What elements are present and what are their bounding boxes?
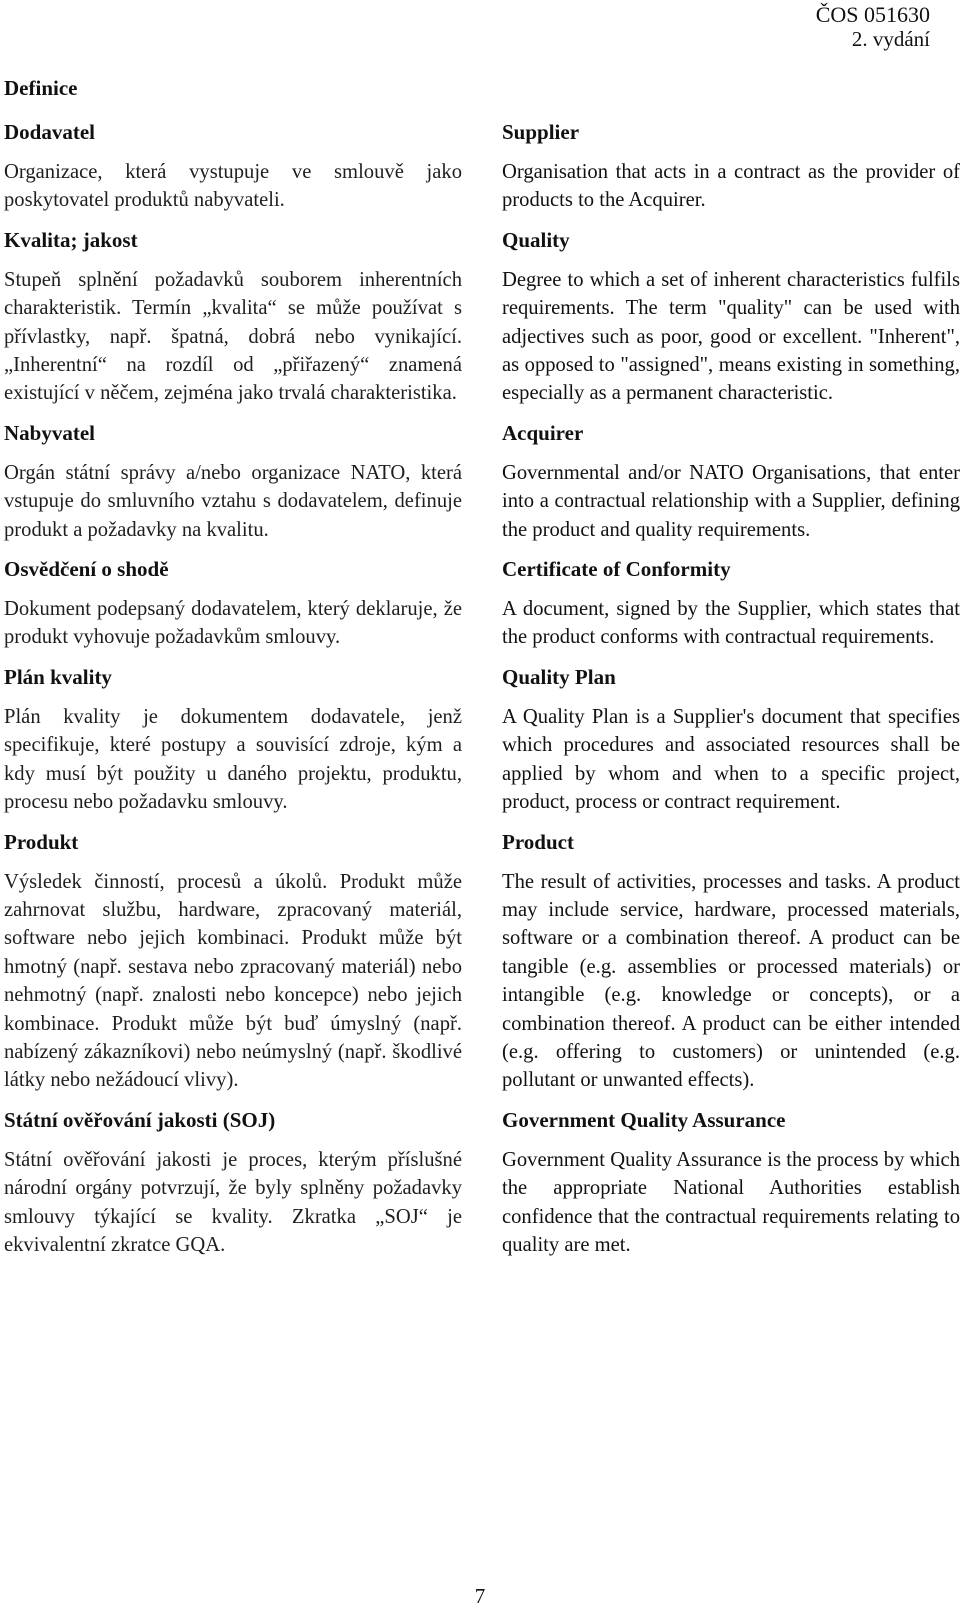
term-title: Osvědčení o shodě [4,557,169,582]
edition-label: 2. vydání [851,27,930,51]
term-definition: The result of activities, processes and tasks. A product may include service, hardware, processed materials, software or a combination thereof. A product can be tangible (e.g. assemblies or processed materials) or intangible (e.g. knowledge or concepts), or a combination thereof. A product can be either intended (e.g. offering to customers) or unintended (e.g. pollutant or unwanted effects). [502,870,960,1092]
term-title: Produkt [4,829,79,854]
term-title: Product [502,829,574,854]
english-column [502,118,960,1270]
term-definition: A document, signed by the Supplier, which states that the product conforms with contractual requirements. [502,598,960,649]
term-title: Certificate of Conformity [502,557,731,582]
section-title: Definice [4,76,78,100]
term-definition: Dokument podepsaný dodavatelem, který deklaruje, že produkt vyhovuje požadavkům smlouvy. [4,598,462,649]
term-definition: Governmental and/or NATO Organisations, that enter into a contractual relationship with a Supplier, defining the product and quality requirements. [502,461,960,541]
term-definition: Plán kvality je dokumentem dodavatele, jenž specifikuje, které postupy a souvisící zdroje, kým a kdy musí být použity u daného projektu, produktu, procesu nebo požadavku smlouvy. [4,705,462,814]
term-title: Quality [502,227,570,252]
term-definition: Orgán státní správy a/nebo organizace NATO, která vstupuje do smluvního vztahu s dodavatelem, definuje produkt a požadavky na kvalitu. [4,461,462,541]
standard-code: ČOS 051630 [815,2,930,27]
term-title: Nabyvatel [4,420,95,445]
term-title: Plán kvality [4,664,112,689]
czech-column [4,118,462,1270]
term-definition: Organizace, která vystupuje ve smlouvě jako poskytovatel produktů nabyvateli. [4,161,462,212]
term-definition: Výsledek činností, procesů a úkolů. Produkt může zahrnovat službu, hardware, zpracovaný materiál, software nebo jejich kombinaci. Produkt může být hmotný (např. sestava nebo zpracovaný materiál) nebo nehmotný (např. znalosti nebo koncepce) nebo jejich kombinace. Produkt může být buď úmyslný (např. nabízený zákazníkovi) nebo neúmyslný (např. škodlivé látky nebo nežádoucí vlivy). [4,870,462,1092]
term-title: Kvalita; jakost [4,227,138,252]
term-definition: Organisation that acts in a contract as the provider of products to the Acquirer. [502,161,960,212]
term-definition: Stupeň splnění požadavků souborem inherentních charakteristik. Termín „kvalita“ se může používat s přívlastky, např. špatná, dobrá nebo vynikající. „Inherentní“ na rozdíl od „přiřazený“ znamená existující v něčem, zejména jako trvalá charakteristika. [4,268,462,405]
term-definition: Degree to which a set of inherent characteristics fulfils requirements. The term "quality" can be used with adjectives such as poor, good or excellent. "Inherent", as opposed to "assigned", means existing in something, especially as a permanent characteristic. [502,268,960,405]
term-title: Acquirer [502,420,584,445]
term-definition: Government Quality Assurance is the process by which the appropriate National Authorities establish confidence that the contractual requirements relating to quality are met. [502,1148,960,1256]
term-title: Dodavatel [4,120,95,144]
term-title: Government Quality Assurance [502,1107,786,1132]
term-title: Quality Plan [502,664,616,689]
page-number: 7 [474,1584,486,1608]
term-title: Supplier [502,120,580,144]
term-definition: Státní ověřování jakosti je proces, kterým příslušné národní orgány potvrzují, že byly splněny požadavky smlouvy týkající se kvality. Zkratka „SOJ“ je ekvivalentní zkratce GQA. [4,1148,462,1256]
document-header [816,2,930,52]
term-definition: A Quality Plan is a Supplier's document that specifies which procedures and associated resources shall be applied by whom and when to a specific project, product, process or contract requirement. [502,705,960,814]
term-title: Státní ověřování jakosti (SOJ) [4,1107,276,1132]
